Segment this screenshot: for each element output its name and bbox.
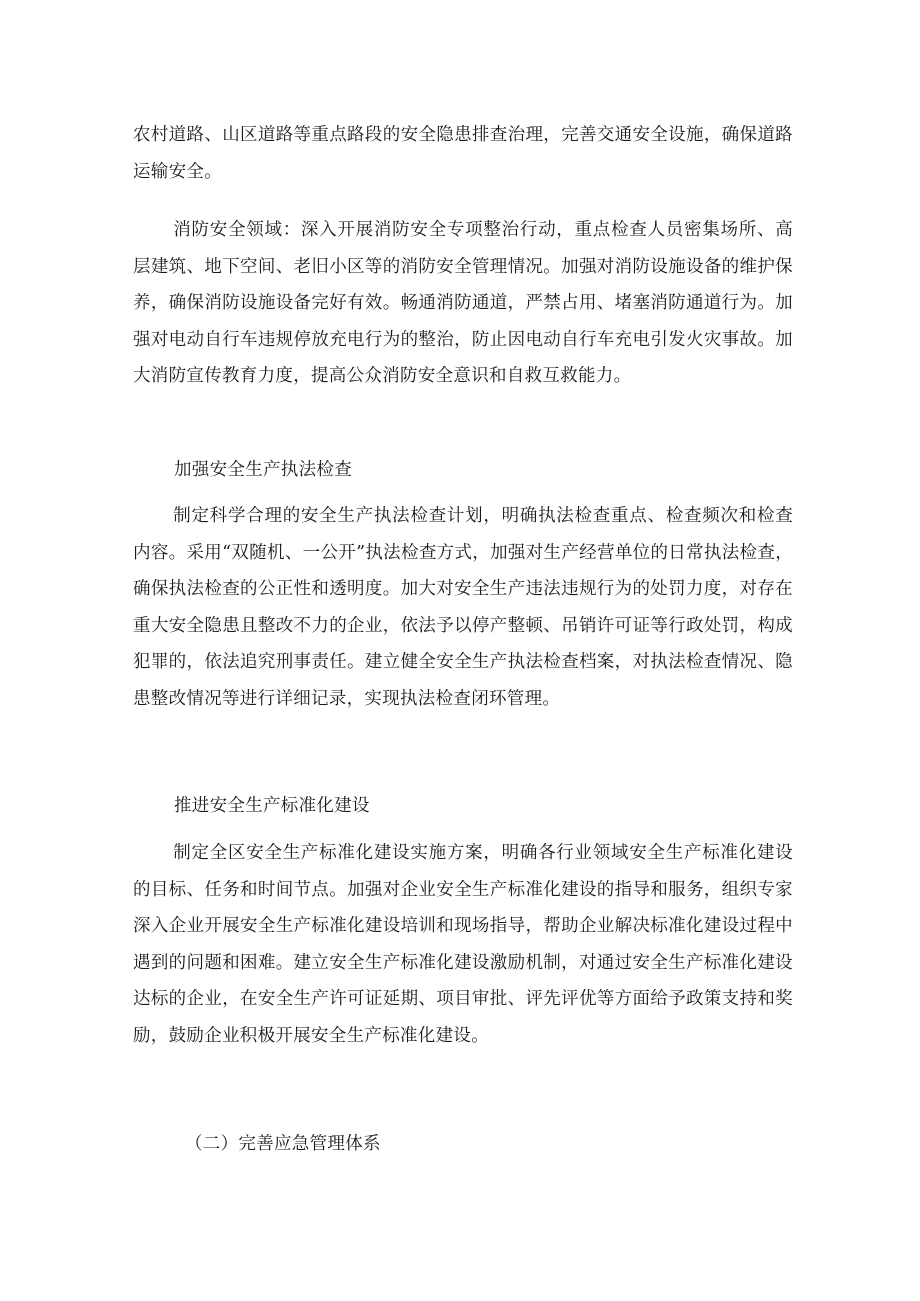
paragraph-road-safety: 农村道路、山区道路等重点路段的安全隐患排查治理，完善交通安全设施，确保道路运输安全。 bbox=[133, 125, 793, 182]
heading-standardization: 推进安全生产标准化建设 bbox=[174, 796, 370, 816]
section-heading-emergency-management: （二）完善应急管理体系 bbox=[185, 1134, 381, 1154]
heading-law-enforcement: 加强安全生产执法检查 bbox=[174, 460, 352, 480]
paragraph-law-enforcement: 制定科学合理的安全生产执法检查计划，明确执法检查重点、检查频次和检查内容。采用“双随机、一公开”执法检查方式，加强对生产经营单位的日常执法检查，确保执法检查的公正性和透明度。加大对安全生产违法违规行为的处罚力度，对存在重大安全隐患且整改不力的企业，依法予以停产整顿、吊销许可证等行政处罚，构成犯罪的，依法追究刑事责任。建立健全安全生产执法检查档案，对执法检查情况、隐患整改情况等进行详细记录，实现执法检查闭环管理。 bbox=[133, 506, 793, 709]
paragraph-fire-safety: 消防安全领域：深入开展消防安全专项整治行动，重点检查人员密集场所、高层建筑、地下空间、老旧小区等的消防安全管理情况。加强对消防设施设备的维护保养，确保消防设施设备完好有效。畅通消防通道，严禁占用、堵塞消防通道行为。加强对电动自行车违规停放充电行为的整治，防止因电动自行车充电引发火灾事故。加大消防宣传教育力度，提高公众消防安全意识和自救互救能力。 bbox=[133, 220, 793, 387]
paragraph-standardization: 制定全区安全生产标准化建设实施方案，明确各行业领域安全生产标准化建设的目标、任务和时间节点。加强对企业安全生产标准化建设的指导和服务，组织专家深入企业开展安全生产标准化建设培训和现场指导，帮助企业解决标准化建设过程中遇到的问题和困难。建立安全生产标准化建设激励机制，对通过安全生产标准化建设达标的企业，在安全生产许可证延期、项目审批、评先评优等方面给予政策支持和奖励，鼓励企业积极开展安全生产标准化建设。 bbox=[133, 843, 793, 1046]
